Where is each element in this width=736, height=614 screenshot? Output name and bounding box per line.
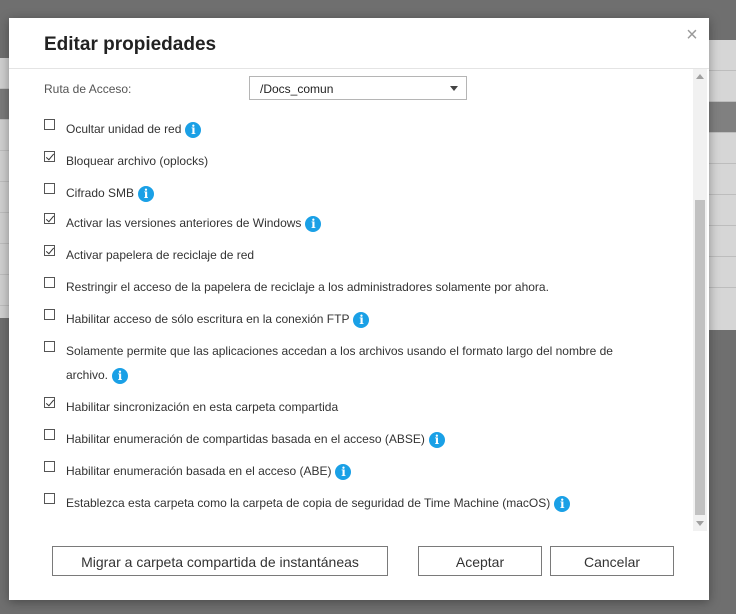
- cancel-button[interactable]: Cancelar: [550, 546, 674, 576]
- background-row: [708, 226, 736, 257]
- option-text: [66, 149, 208, 173]
- chevron-down-icon: [450, 86, 458, 91]
- checkmark-icon: [46, 398, 54, 407]
- info-icon[interactable]: i: [112, 368, 128, 384]
- option-text: [66, 459, 351, 483]
- edit-properties-dialog: [9, 18, 709, 600]
- info-icon[interactable]: i: [185, 122, 201, 138]
- info-icon[interactable]: i: [305, 216, 321, 232]
- option-text: [66, 211, 321, 235]
- option-checkbox[interactable]: [44, 213, 55, 224]
- path-dropdown[interactable]: [249, 76, 467, 100]
- info-icon[interactable]: i: [353, 312, 369, 328]
- option-label: Cifrado SMB: [66, 186, 135, 200]
- option-label: Activar papelera de reciclaje de red: [66, 248, 255, 262]
- option-checkbox[interactable]: [44, 493, 55, 504]
- background-row: [708, 71, 736, 102]
- scroll-up-arrow-icon[interactable]: [696, 74, 704, 79]
- scrollbar-thumb[interactable]: [695, 200, 705, 515]
- path-label: Ruta de Acceso:: [44, 82, 132, 96]
- option-text: [66, 395, 338, 419]
- option-text: [66, 339, 646, 387]
- option-text: [66, 275, 549, 299]
- option-label: Bloquear archivo (oplocks): [66, 154, 209, 168]
- option-label: Activar las versiones anteriores de Windows: [66, 216, 302, 230]
- background-row: [708, 40, 736, 71]
- scroll-down-arrow-icon[interactable]: [696, 521, 704, 526]
- option-label: Habilitar sincronización en esta carpeta compartida: [66, 400, 339, 414]
- option-checkbox[interactable]: [44, 183, 55, 194]
- option-label: Solamente permite que las aplicaciones accedan a los archivos usando el formato largo del nombre de archivo.: [66, 344, 613, 382]
- path-dropdown-value: /Docs_comun: [260, 82, 334, 96]
- option-text: [66, 491, 570, 515]
- option-checkbox[interactable]: [44, 151, 55, 162]
- option-checkbox[interactable]: [44, 461, 55, 472]
- accept-button[interactable]: Aceptar: [418, 546, 542, 576]
- close-icon[interactable]: ×: [686, 24, 698, 46]
- info-icon[interactable]: i: [429, 432, 445, 448]
- info-icon[interactable]: i: [335, 464, 351, 480]
- background-window-right: [708, 40, 736, 330]
- option-text: [66, 243, 254, 267]
- checkmark-icon: [46, 214, 54, 223]
- background-row: [708, 195, 736, 226]
- option-text: [66, 181, 154, 205]
- dialog-content: [9, 69, 695, 531]
- option-checkbox[interactable]: [44, 119, 55, 130]
- option-label: Establezca esta carpeta como la carpeta de copia de seguridad de Time Machine (macOS): [66, 496, 551, 510]
- migrate-snapshot-button[interactable]: Migrar a carpeta compartida de instantáneas: [52, 546, 388, 576]
- option-checkbox[interactable]: [44, 245, 55, 256]
- option-label: Habilitar enumeración basada en el acceso (ABE): [66, 464, 332, 478]
- option-checkbox[interactable]: [44, 397, 55, 408]
- option-text: [66, 427, 445, 451]
- option-checkbox[interactable]: [44, 277, 55, 288]
- checkmark-icon: [46, 152, 54, 161]
- info-icon[interactable]: i: [554, 496, 570, 512]
- checkmark-icon: [46, 246, 54, 255]
- background-row: [708, 102, 736, 133]
- background-row: [708, 133, 736, 164]
- info-icon[interactable]: i: [138, 186, 154, 202]
- background-row: [708, 164, 736, 195]
- option-label: Restringir el acceso de la papelera de reciclaje a los administradores solamente por ahora.: [66, 280, 549, 294]
- background-row: [708, 257, 736, 288]
- option-label: Habilitar enumeración de compartidas basada en el acceso (ABSE): [66, 432, 425, 446]
- option-checkbox[interactable]: [44, 429, 55, 440]
- option-text: [66, 117, 201, 141]
- option-checkbox[interactable]: [44, 341, 55, 352]
- option-label: Habilitar acceso de sólo escritura en la conexión FTP: [66, 312, 350, 326]
- option-text: [66, 307, 369, 331]
- dialog-title: Editar propiedades: [44, 34, 217, 55]
- option-label: Ocultar unidad de red: [66, 122, 182, 136]
- option-checkbox[interactable]: [44, 309, 55, 320]
- scrollbar[interactable]: [693, 69, 707, 531]
